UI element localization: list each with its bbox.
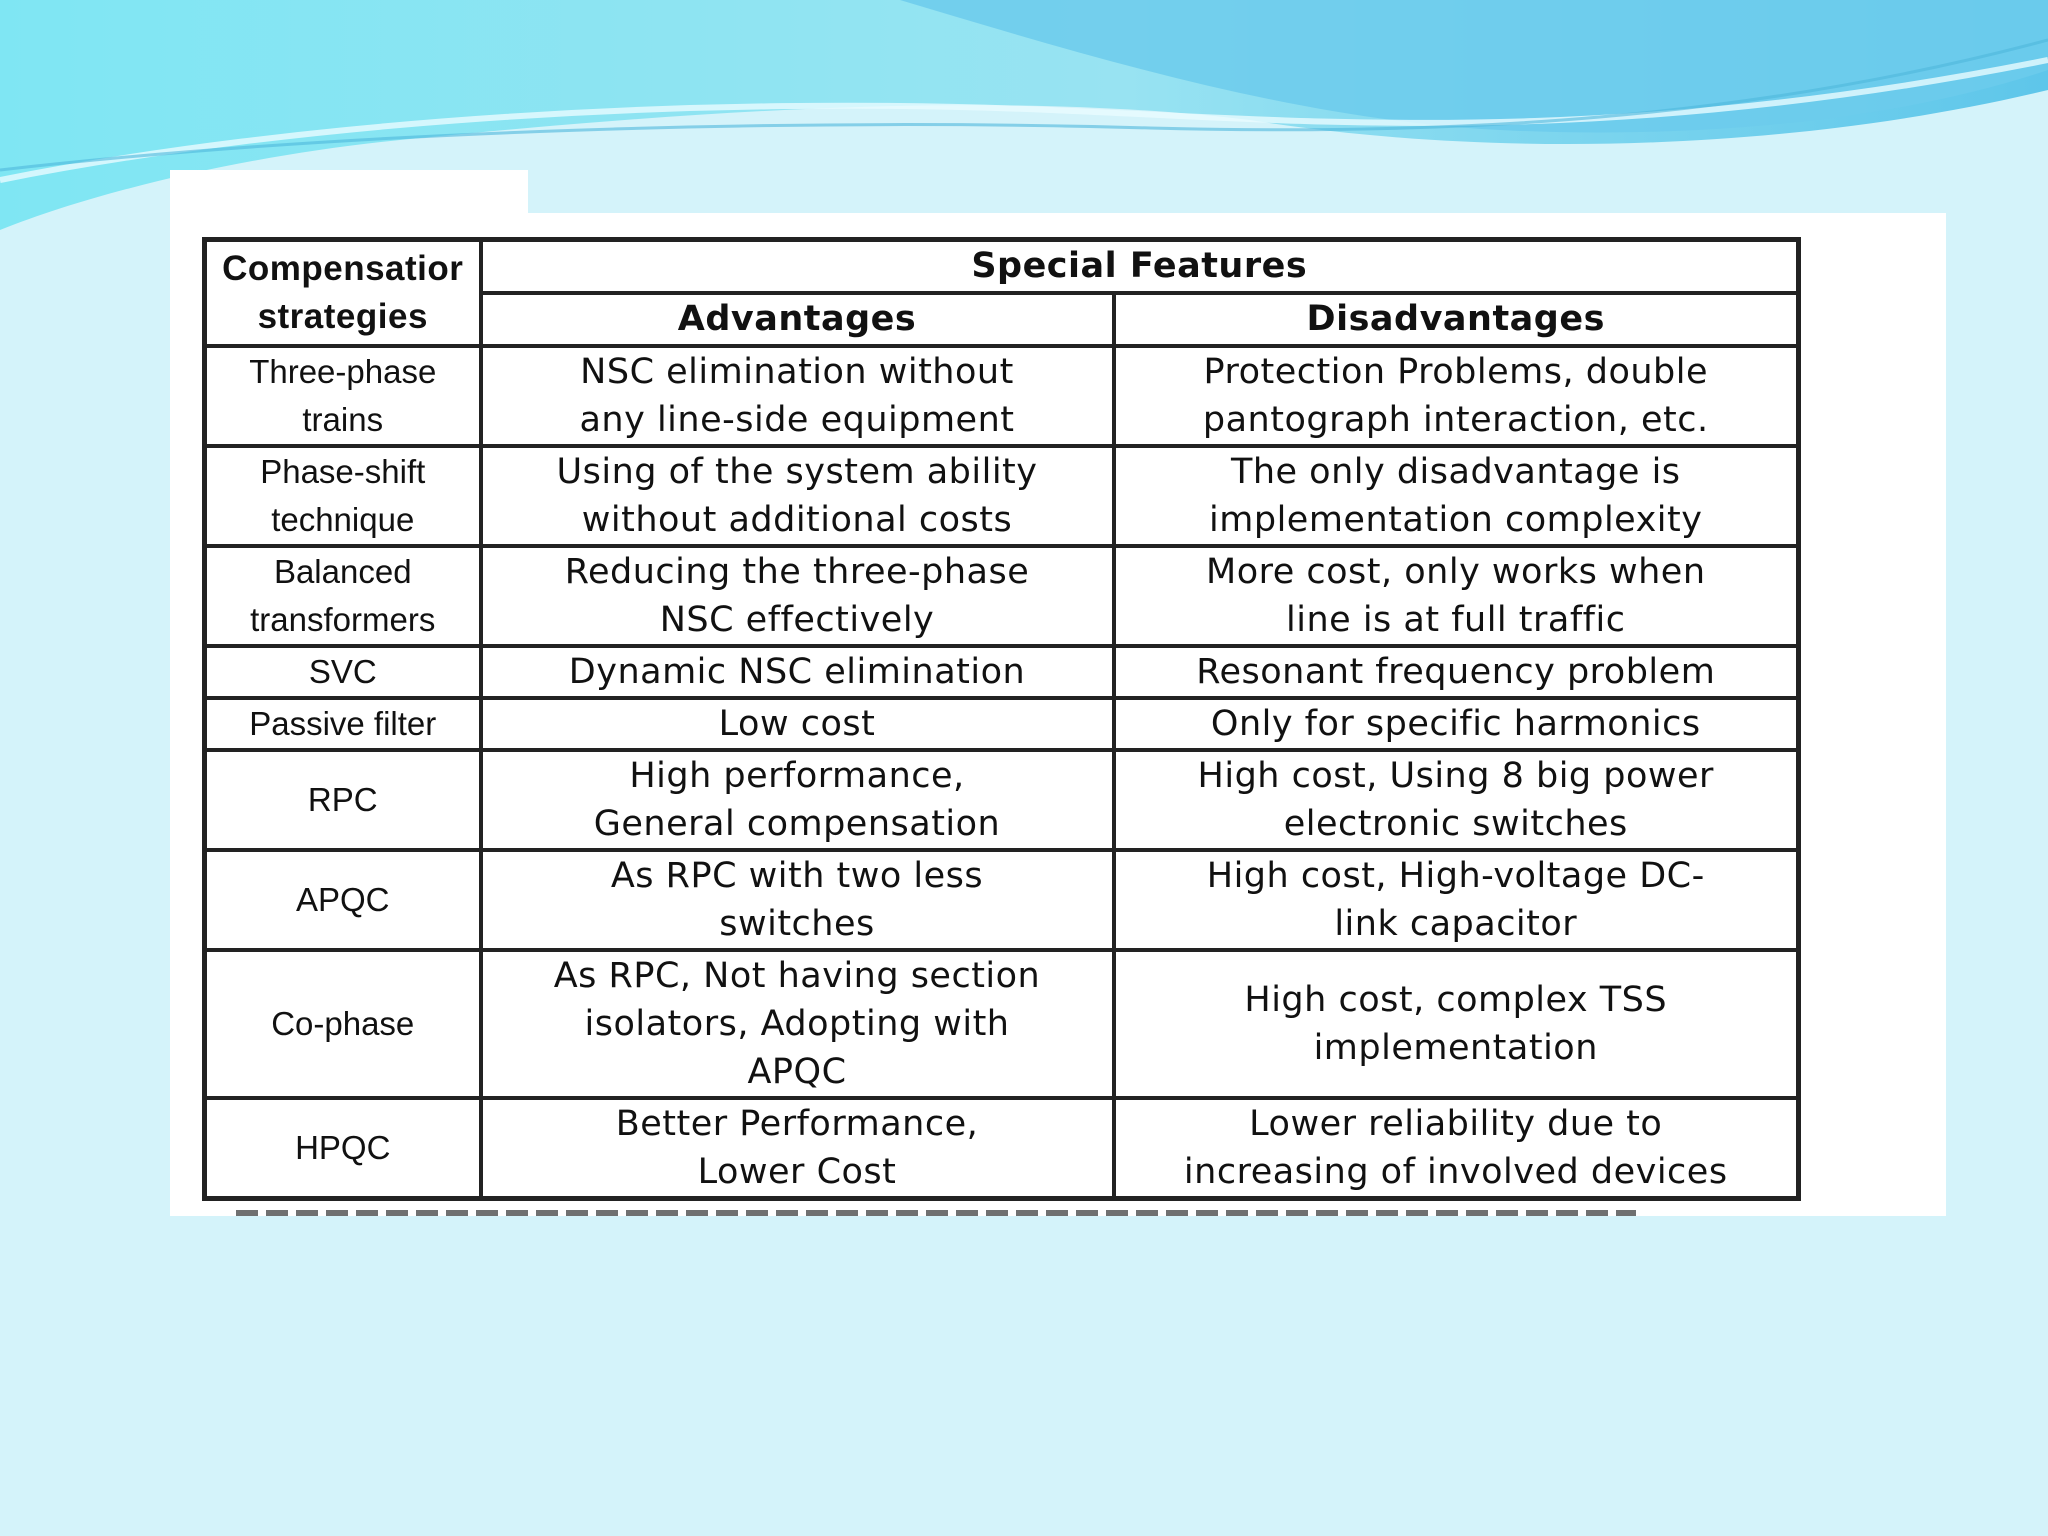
strategy-cell: Three-phase trains (205, 346, 481, 446)
advantage-cell: Dynamic NSC elimination (481, 646, 1114, 698)
table-row (205, 950, 1799, 1098)
strategy-cell: Phase-shift technique (205, 446, 481, 546)
strategy-cell: HPQC (205, 1098, 481, 1199)
strategy-cell: SVC (205, 646, 481, 698)
advantage-cell: As RPC, Not having section isolators, Adopting with APQC (481, 950, 1114, 1098)
disadvantage-cell: More cost, only works when line is at full traffic (1114, 546, 1799, 646)
strategy-cell: Balanced transformers (205, 546, 481, 646)
table-row (205, 346, 1799, 446)
advantage-cell: As RPC with two less switches (481, 850, 1114, 950)
disadvantage-cell: Only for specific harmonics (1114, 698, 1799, 750)
advantage-cell: High performance, General compensation (481, 750, 1114, 850)
advantage-cell: Better Performance, Lower Cost (481, 1098, 1114, 1199)
strategy-cell: Co-phase (205, 950, 481, 1098)
table-row (205, 646, 1799, 698)
disadvantage-cell: Protection Problems, double pantograph interaction, etc. (1114, 346, 1799, 446)
disadvantage-cell: High cost, complex TSS implementation (1114, 950, 1799, 1098)
table-row (205, 1098, 1799, 1199)
table-row (205, 750, 1799, 850)
disadvantage-cell: The only disadvantage is implementation complexity (1114, 446, 1799, 546)
strategy-cell: APQC (205, 850, 481, 950)
disadvantage-cell: Resonant frequency problem (1114, 646, 1799, 698)
disadvantage-cell: High cost, High-voltage DC- link capacitor (1114, 850, 1799, 950)
advantage-cell: Low cost (481, 698, 1114, 750)
special-features-header: Special Features (481, 240, 1799, 293)
strategy-cell: Passive filter (205, 698, 481, 750)
advantage-cell: NSC elimination without any line-side equipment (481, 346, 1114, 446)
advantage-cell: Using of the system ability without additional costs (481, 446, 1114, 546)
disadvantage-cell: Lower reliability due to increasing of involved devices (1114, 1098, 1799, 1199)
table-row (205, 850, 1799, 950)
table-row (205, 698, 1799, 750)
disadvantage-cell: High cost, Using 8 big power electronic switches (1114, 750, 1799, 850)
advantage-cell: Reducing the three-phase NSC effectively (481, 546, 1114, 646)
frame-notch (528, 170, 1946, 213)
strategy-column-header: Compensatior strategies (205, 240, 481, 346)
table-row (205, 546, 1799, 646)
table-row (205, 446, 1799, 546)
disadvantages-header: Disadvantages (1114, 293, 1799, 346)
strategy-cell: RPC (205, 750, 481, 850)
clipped-caption-text (236, 1198, 1636, 1216)
comparison-table-wrapper (202, 237, 1801, 1201)
advantages-header: Advantages (481, 293, 1114, 346)
compensation-strategies-table (202, 237, 1801, 1201)
